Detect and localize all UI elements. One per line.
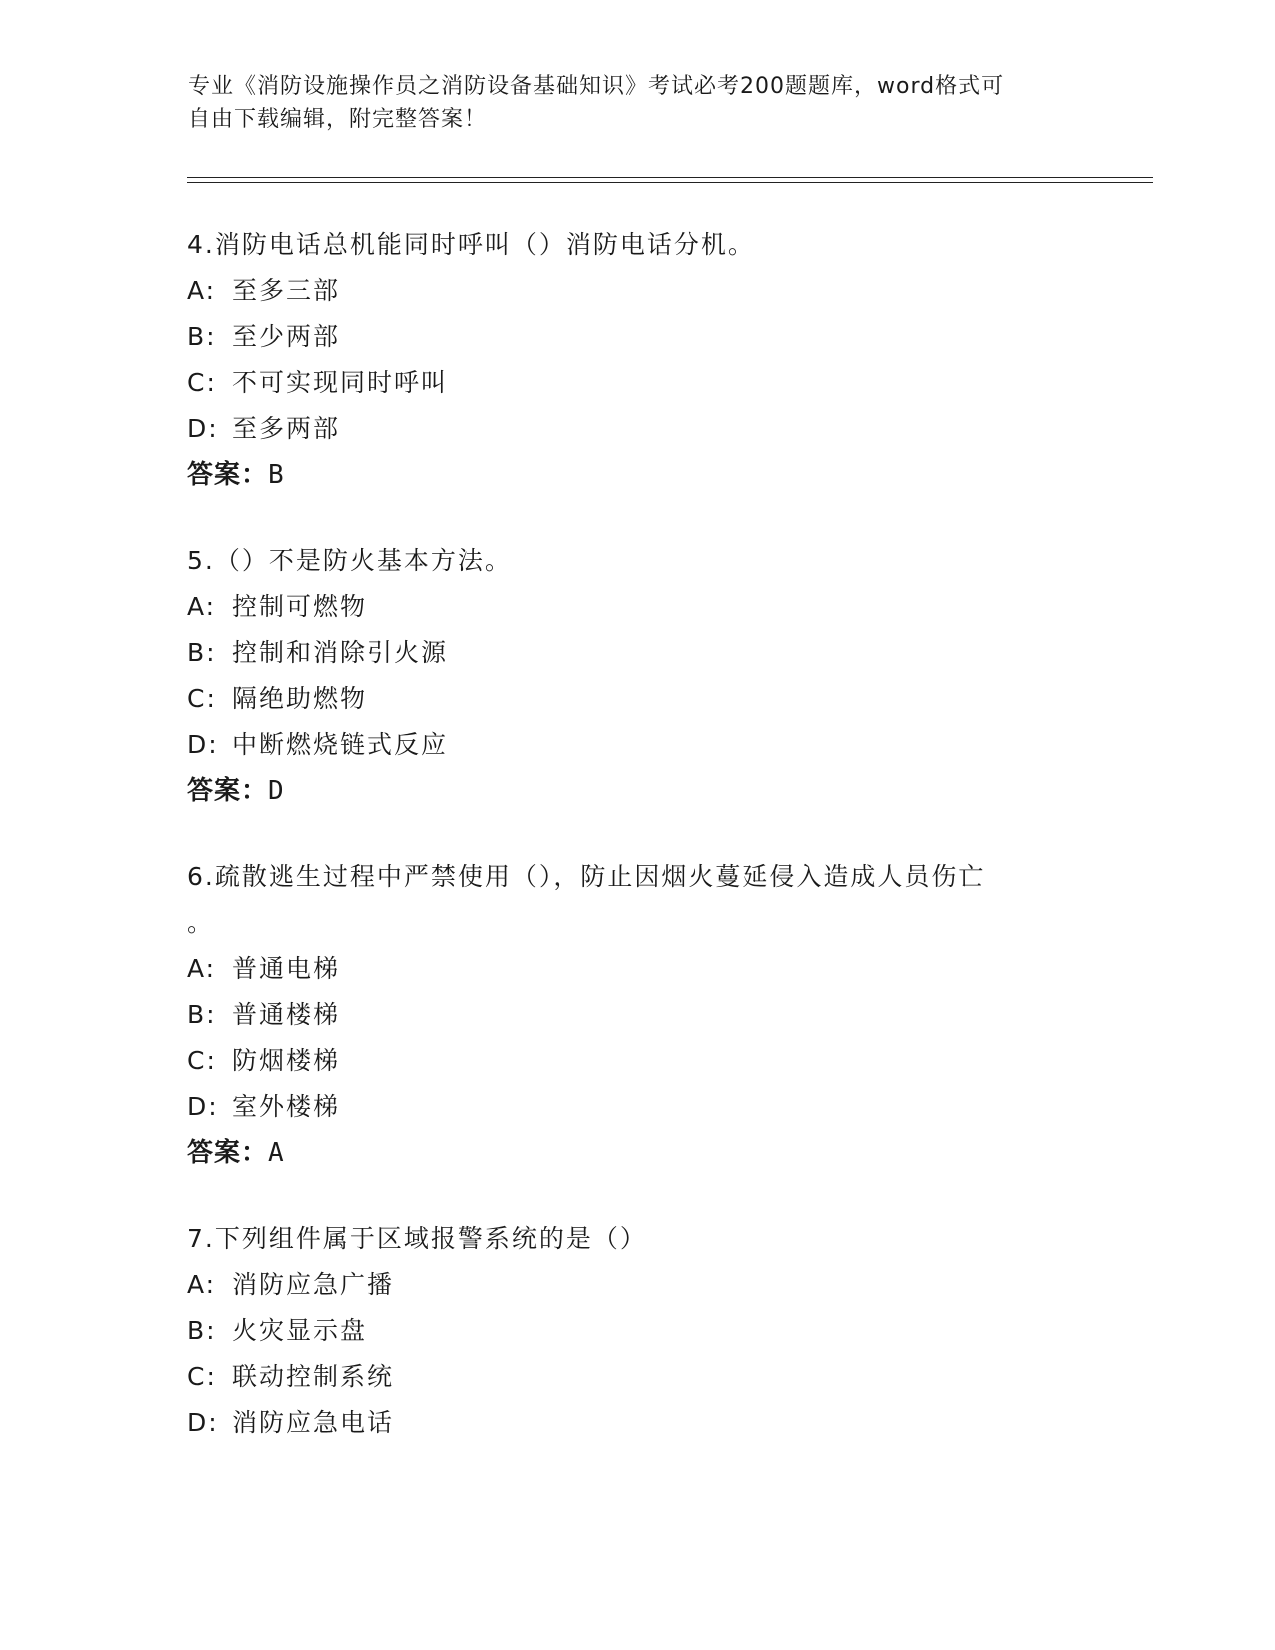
option-text: 中断燃烧链式反应 [232,730,449,759]
option-key: C: [187,1046,217,1075]
option-text: 消防应急广播 [232,1270,395,1299]
option-a [187,946,1087,992]
answer-line [187,1130,1087,1176]
option-text: 普通楼梯 [232,1000,341,1029]
option-c [187,1354,1087,1400]
document-header [188,70,1088,136]
option-text: 消防应急电话 [232,1408,395,1437]
option-b [187,1308,1087,1354]
answer-line [187,452,1087,498]
option-key: D: [187,414,219,443]
question-stem-tail: 。 [187,908,215,937]
option-a [187,268,1087,314]
header-divider-top [187,177,1153,178]
header-divider-bottom [187,182,1153,183]
option-key: A: [187,592,217,621]
option-a [187,1262,1087,1308]
header-line-1: 专业《消防设施操作员之消防设备基础知识》考试必考200题题库，word格式可 [188,74,1005,99]
option-c [187,360,1087,406]
option-text: 至多两部 [232,414,341,443]
answer-value: A [268,1138,285,1168]
option-text: 控制可燃物 [232,592,368,621]
option-key: C: [187,368,217,397]
option-b [187,630,1087,676]
question-stem: 4.消防电话总机能同时呼叫（）消防电话分机。 [187,230,755,259]
option-key: B: [187,322,217,351]
option-key: A: [187,1270,217,1299]
option-c [187,676,1087,722]
question-4 [187,222,1087,498]
question-stem: 6.疏散逃生过程中严禁使用（），防止因烟火蔓延侵入造成人员伤亡 [187,862,986,891]
option-text: 控制和消除引火源 [232,638,449,667]
option-c [187,1038,1087,1084]
option-key: D: [187,1408,219,1437]
answer-line [187,768,1087,814]
option-text: 不可实现同时呼叫 [232,368,449,397]
option-key: B: [187,1000,217,1029]
option-key: D: [187,1092,219,1121]
option-key: A: [187,276,217,305]
question-stem: 5.（）不是防火基本方法。 [187,546,512,575]
question-6 [187,854,1087,1176]
option-key: D: [187,730,219,759]
option-b [187,314,1087,360]
option-d [187,722,1087,768]
answer-label: 答案： [187,1138,269,1168]
question-stem: 7.下列组件属于区域报警系统的是（） [187,1224,647,1253]
answer-label: 答案： [187,460,269,490]
option-d [187,406,1087,452]
question-5 [187,538,1087,814]
option-text: 联动控制系统 [232,1362,395,1391]
option-b [187,992,1087,1038]
option-key: C: [187,684,217,713]
option-text: 防烟楼梯 [232,1046,341,1075]
option-text: 隔绝助燃物 [232,684,368,713]
option-d [187,1084,1087,1130]
option-key: B: [187,638,217,667]
option-key: B: [187,1316,217,1345]
option-text: 至少两部 [232,322,341,351]
option-key: A: [187,954,217,983]
option-a [187,584,1087,630]
option-text: 室外楼梯 [232,1092,341,1121]
option-d [187,1400,1087,1446]
option-text: 火灾显示盘 [232,1316,368,1345]
question-7 [187,1216,1087,1446]
header-line-2: 自由下载编辑，附完整答案！ [188,107,488,132]
answer-label: 答案： [187,776,269,806]
answer-value: B [268,460,285,490]
option-key: C: [187,1362,217,1391]
option-text: 普通电梯 [232,954,341,983]
answer-value: D [268,776,285,806]
option-text: 至多三部 [232,276,341,305]
